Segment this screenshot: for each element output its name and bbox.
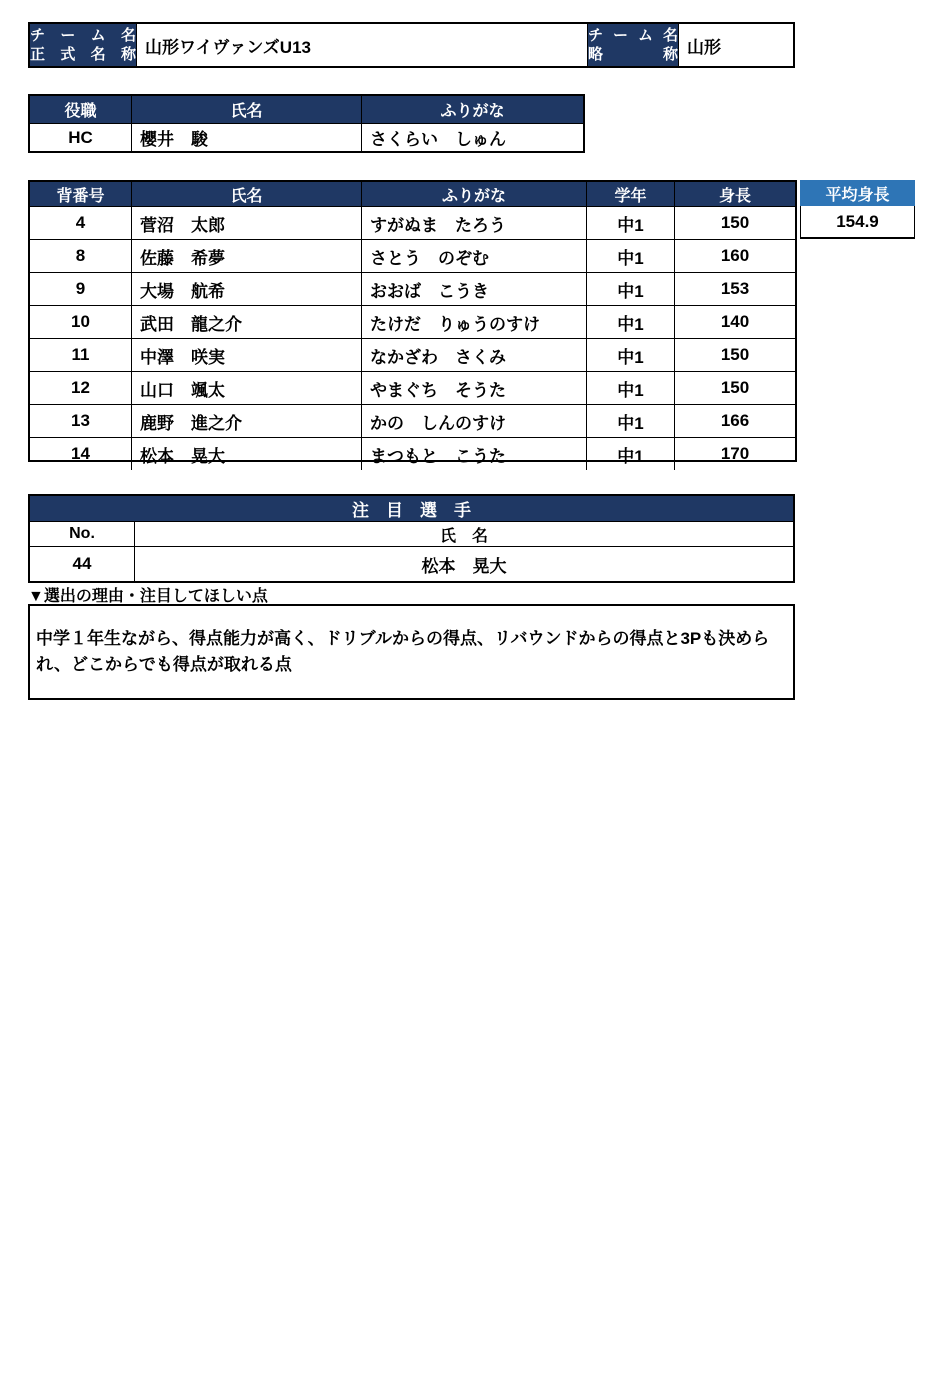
team-name-table <box>28 22 795 68</box>
table-row <box>30 306 795 339</box>
player-name-cell: 佐藤 希夢 <box>132 240 362 272</box>
player-number-cell: 12 <box>30 372 132 404</box>
player-furigana-cell: たけだ りゅうのすけ <box>362 306 587 338</box>
player-furigana-cell: なかざわ さくみ <box>362 339 587 371</box>
staff-row <box>30 124 583 151</box>
reason-box <box>28 604 795 700</box>
player-grade-cell: 中1 <box>587 240 675 272</box>
featured-header-name: 氏 名 <box>439 527 488 545</box>
player-height-cell: 150 <box>720 213 750 232</box>
table-row <box>30 405 795 438</box>
player-number-cell: 14 <box>30 438 132 470</box>
player-height-cell: 170 <box>720 444 750 463</box>
table-row <box>30 207 795 240</box>
staff-furigana-cell: さくらい しゅん <box>370 130 506 149</box>
featured-player-table <box>28 494 795 583</box>
player-grade-cell: 中1 <box>587 438 675 470</box>
player-grade-cell: 中1 <box>587 339 675 371</box>
player-grade-cell: 中1 <box>587 306 675 338</box>
team-official-label-line2: 正式名称 <box>30 46 136 63</box>
player-height-cell: 153 <box>720 279 750 298</box>
team-official-name-label <box>30 24 137 66</box>
player-name-cell: 山口 颯太 <box>132 372 362 404</box>
player-furigana-cell: おおば こうき <box>362 273 587 305</box>
staff-header-role: 役職 <box>30 96 132 123</box>
staff-table <box>28 94 585 153</box>
player-grade-cell: 中1 <box>587 273 675 305</box>
player-number-cell: 13 <box>30 405 132 437</box>
player-number-cell: 9 <box>30 273 132 305</box>
staff-header-name: 氏名 <box>132 96 362 123</box>
roster-header-number: 背番号 <box>30 182 132 206</box>
roster-header-row <box>30 182 795 207</box>
player-number-cell: 8 <box>30 240 132 272</box>
player-grade-cell: 中1 <box>587 372 675 404</box>
player-height-cell: 150 <box>720 378 750 397</box>
table-row <box>30 339 795 372</box>
player-furigana-cell: かの しんのすけ <box>362 405 587 437</box>
player-number-cell: 10 <box>30 306 132 338</box>
featured-row <box>30 547 793 581</box>
staff-header-furigana: ふりがな <box>362 96 583 123</box>
player-name-cell: 鹿野 進之介 <box>132 405 362 437</box>
roster-header-name: 氏名 <box>132 182 362 206</box>
featured-no-cell: 44 <box>30 547 135 581</box>
reason-label: ▼選出の理由・注目してほしい点 <box>28 587 268 605</box>
player-furigana-cell: すがぬま たろう <box>362 207 587 239</box>
player-name-cell: 中澤 咲実 <box>132 339 362 371</box>
featured-header-no: No. <box>30 522 135 546</box>
table-row <box>30 372 795 405</box>
player-name-cell: 松本 晃大 <box>132 438 362 470</box>
team-short-name-value: 山形 <box>687 37 721 57</box>
table-row <box>30 240 795 273</box>
player-height-cell: 160 <box>720 246 750 265</box>
avg-height-header: 平均身長 <box>800 180 915 206</box>
reason-text: 中学１年生ながら、得点能力が高く、ドリブルからの得点、リバウンドからの得点と3Pも決められ、どこからでも得点が取れる点 <box>36 628 770 674</box>
team-short-label-line2: 略 称 <box>588 46 678 63</box>
player-number-cell: 4 <box>30 207 132 239</box>
staff-name-cell: 櫻井 駿 <box>132 124 362 151</box>
player-grade-cell: 中1 <box>587 207 675 239</box>
featured-header-row <box>30 522 793 547</box>
player-grade-cell: 中1 <box>587 405 675 437</box>
player-furigana-cell: やまぐち そうた <box>362 372 587 404</box>
team-short-label-line1: チーム名 <box>588 27 678 44</box>
player-height-cell: 166 <box>720 411 750 430</box>
table-row <box>30 438 795 470</box>
featured-title-row <box>30 496 793 522</box>
player-name-cell: 大場 航希 <box>132 273 362 305</box>
avg-height-value: 154.9 <box>800 206 915 239</box>
team-short-name-label <box>588 24 679 66</box>
featured-title: 注 目 選 手 <box>30 496 793 521</box>
roster-header-grade: 学年 <box>587 182 675 206</box>
player-height-cell: 140 <box>720 312 750 331</box>
team-official-name-value: 山形ワイヴァンズU13 <box>137 24 588 66</box>
player-name-cell: 菅沼 太郎 <box>132 207 362 239</box>
team-official-label-line1: チーム名 <box>30 27 136 44</box>
roster-table <box>28 180 797 466</box>
player-furigana-cell: さとう のぞむ <box>362 240 587 272</box>
player-height-cell: 150 <box>720 345 750 364</box>
player-number-cell: 11 <box>30 339 132 371</box>
player-name-cell: 武田 龍之介 <box>132 306 362 338</box>
roster-header-height: 身長 <box>675 182 795 206</box>
featured-name-cell: 松本 晃大 <box>421 556 507 576</box>
player-furigana-cell: まつもと こうた <box>362 438 587 470</box>
table-row <box>30 273 795 306</box>
staff-header-row <box>30 96 583 124</box>
roster-header-furigana: ふりがな <box>362 182 587 206</box>
staff-role-cell: HC <box>30 124 132 151</box>
